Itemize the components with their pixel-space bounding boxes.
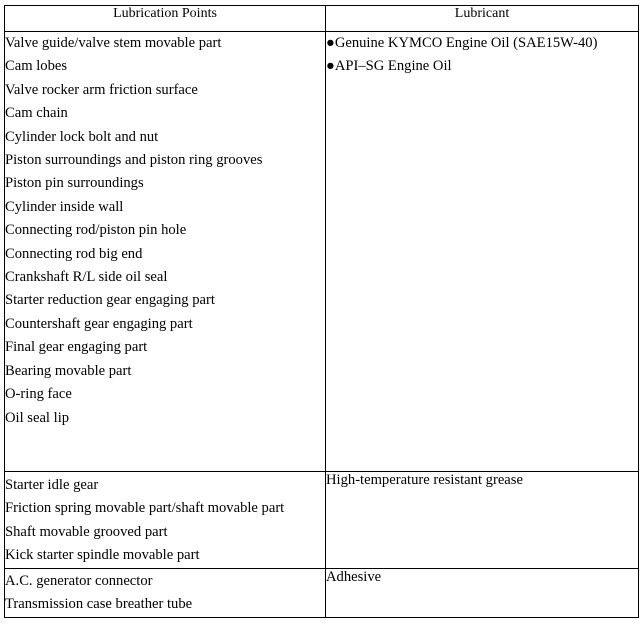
lubrication-point: Piston pin surroundings [5, 175, 144, 192]
table-row [5, 472, 639, 569]
lubrication-point: Cylinder lock bolt and nut [5, 128, 159, 145]
lubrication-point: Crankshaft R/L side oil seal [5, 269, 168, 286]
lubrication-point: Friction spring movable part/shaft movable part [5, 500, 285, 517]
lubrication-point: Piston surroundings and piston ring grooves [5, 152, 263, 169]
lubrication-point: O-ring face [5, 386, 72, 403]
lubrication-point: Starter idle gear [5, 477, 99, 493]
points-cell [5, 472, 326, 569]
lubrication-point: Transmission case breather tube [5, 596, 193, 613]
lubrication-point: Valve guide/valve stem movable part [5, 35, 222, 51]
lubrication-point: Cam lobes [5, 58, 68, 75]
lubrication-point: Connecting rod/piston pin hole [5, 222, 187, 239]
lubrication-point: Kick starter spindle movable part [5, 547, 200, 564]
lubrication-point: A.C. generator connector [5, 573, 153, 589]
header-lubricant: Lubricant [326, 6, 639, 32]
header-row [5, 6, 639, 32]
header-lubrication-points: Lubrication Points [5, 6, 326, 32]
table-row [5, 32, 639, 472]
lubrication-point: Final gear engaging part [5, 339, 148, 356]
lubrication-point: Oil seal lip [5, 409, 70, 426]
points-cell [5, 32, 326, 472]
lubrication-point: Connecting rod big end [5, 245, 143, 262]
lubrication-point: Bearing movable part [5, 362, 132, 379]
lubrication-table [4, 5, 639, 618]
points-cell [5, 569, 326, 618]
lubricant-entry: ●API–SG Engine Oil [326, 58, 452, 75]
lubrication-point: Countershaft gear engaging part [5, 315, 193, 332]
lubricant-entry: Adhesive [326, 569, 382, 585]
lubrication-point: Shaft movable grooved part [5, 523, 168, 540]
lubricant-cell [326, 32, 639, 472]
lubrication-point: Starter reduction gear engaging part [5, 292, 215, 309]
lubrication-point: Cam chain [5, 105, 68, 122]
lubrication-point: Cylinder inside wall [5, 198, 124, 215]
lubricant-cell [326, 472, 639, 569]
lubricant-entry: ●Genuine KYMCO Engine Oil (SAE15W-40) [326, 35, 598, 51]
table-row [5, 569, 639, 618]
lubrication-point: Valve rocker arm friction surface [5, 81, 198, 98]
lubricant-entry: High-temperature resistant grease [326, 472, 523, 488]
lubricant-cell [326, 569, 639, 618]
